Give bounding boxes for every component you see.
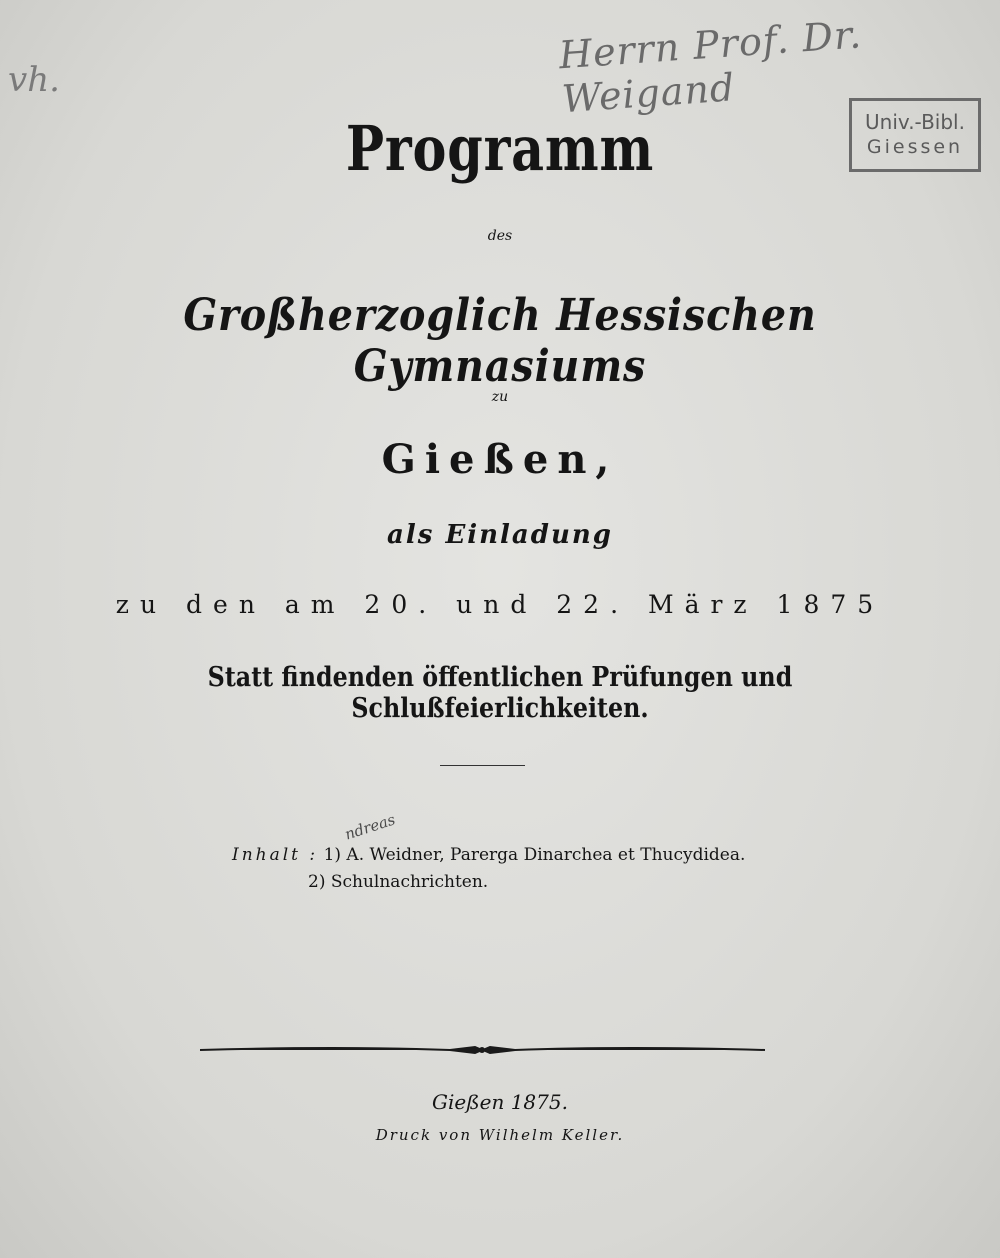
page-title: Programm <box>345 112 655 185</box>
word-des: des <box>487 228 513 244</box>
invitation-line: als Einladung <box>387 520 613 550</box>
word-zu: zu <box>491 389 509 405</box>
contents-row-1 <box>232 842 745 869</box>
divider-rule <box>440 765 525 766</box>
margin-mark: vh. <box>8 60 60 100</box>
imprint-printer: Druck von Wilhelm Keller. <box>375 1126 625 1144</box>
ornamental-rule <box>200 1040 765 1060</box>
contents-item-2: 2) Schulnachrichten. <box>308 872 489 892</box>
stamp-line-1: Univ.-Bibl. <box>865 110 965 134</box>
stamp-line-2: Giessen <box>866 136 964 158</box>
handwritten-dedication: Herrn Prof. Dr. Weigand <box>557 12 864 122</box>
handwritten-annotation: ndreas <box>342 810 398 844</box>
date-line: zu den am 20. und 22. März 1875 <box>115 590 885 619</box>
city-name: Gießen, <box>381 436 619 483</box>
imprint-place: Gießen 1875. <box>432 1090 568 1114</box>
institution-name: Großherzoglich Hessischen Gymnasiums <box>183 290 817 392</box>
contents-label: Inhalt : <box>232 845 319 865</box>
occasion-line: Statt findenden öffentlichen Prüfungen und Schlußfeierlichkeiten. <box>207 662 793 724</box>
contents-block <box>232 842 745 896</box>
contents-row-2 <box>232 869 745 896</box>
contents-item-1: 1) A. Weidner, Parerga Dinarchea et Thucydidea. <box>323 845 746 865</box>
